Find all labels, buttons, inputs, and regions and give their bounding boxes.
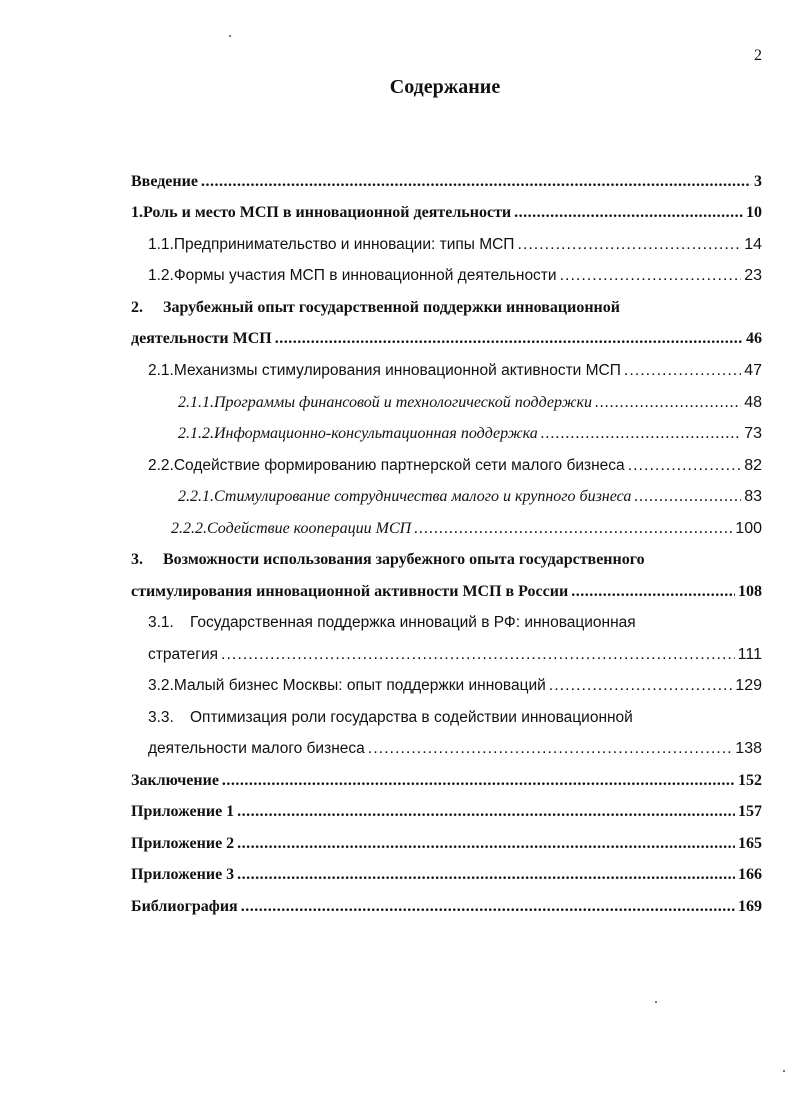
dot-leader bbox=[201, 173, 751, 191]
dot-leader bbox=[634, 488, 741, 506]
toc-entry-section-3-3-cont[interactable] bbox=[131, 732, 762, 758]
dot-leader bbox=[514, 204, 743, 222]
toc-entry-bibliography[interactable] bbox=[131, 890, 762, 916]
toc-entry-text: Введение bbox=[131, 173, 198, 190]
dot-leader bbox=[560, 267, 742, 285]
toc-entry-text: Малый бизнес Москвы: опыт поддержки инноваций bbox=[173, 677, 546, 694]
toc-entry-text: деятельности МСП bbox=[131, 330, 272, 347]
toc-entry-number: 1.2. bbox=[148, 267, 174, 284]
toc-page-number: 73 bbox=[744, 425, 762, 442]
toc-entry-chapter-1[interactable] bbox=[131, 196, 762, 222]
toc-entry-text: Информационно-консультационная поддержка bbox=[214, 425, 538, 442]
toc-entry-chapter-3-cont[interactable] bbox=[131, 575, 762, 601]
toc-entry-subsection-2-2-1[interactable] bbox=[131, 480, 762, 506]
toc-entry-appendix-2[interactable] bbox=[131, 827, 762, 853]
toc-entry-section-3-2[interactable] bbox=[131, 669, 762, 695]
dot-leader bbox=[237, 835, 735, 853]
toc-entry-text: Механизмы стимулирования инновационной активности МСП bbox=[173, 362, 621, 379]
toc-entry-text: Государственная поддержка инноваций в РФ: инновационная bbox=[190, 614, 636, 631]
toc-page-number: 83 bbox=[744, 488, 762, 505]
toc-entry-subsection-2-2-2[interactable] bbox=[131, 512, 762, 538]
toc-entry-chapter-2-cont[interactable] bbox=[131, 322, 762, 348]
dot-leader bbox=[541, 425, 742, 443]
toc-entry-section-1-1[interactable] bbox=[131, 228, 762, 254]
toc-entry-chapter-2[interactable] bbox=[131, 291, 762, 317]
toc-entry-section-3-1-cont[interactable] bbox=[131, 638, 762, 664]
toc-page-number: 47 bbox=[744, 362, 762, 379]
toc-entry-chapter-3[interactable] bbox=[131, 543, 762, 569]
dot-leader bbox=[595, 394, 741, 412]
toc-page-number: 166 bbox=[738, 866, 762, 883]
toc-entry-subsection-2-1-2[interactable] bbox=[131, 417, 762, 443]
toc-entry-number: 3. bbox=[131, 551, 143, 568]
toc-entry-section-3-3[interactable] bbox=[131, 701, 762, 727]
toc-page-number: 169 bbox=[738, 898, 762, 915]
dot-leader bbox=[368, 740, 733, 758]
dot-leader bbox=[237, 866, 735, 884]
dot-leader bbox=[414, 520, 732, 538]
dot-leader bbox=[275, 330, 743, 348]
toc-entry-text: Программы финансовой и технологической поддержки bbox=[214, 394, 592, 411]
toc-entry-text: Зарубежный опыт государственной поддержки инновационной bbox=[163, 299, 620, 316]
scan-speck bbox=[229, 35, 231, 37]
toc-page-number: 23 bbox=[744, 267, 762, 284]
toc-entry-number: 2.2.1. bbox=[178, 488, 214, 505]
toc-entry-text: Приложение 2 bbox=[131, 835, 235, 852]
toc-page-number: 3 bbox=[754, 173, 762, 190]
toc-entry-text: Возможности использования зарубежного опыта государственного bbox=[163, 551, 645, 568]
toc-page-number: 10 bbox=[746, 204, 762, 221]
toc-entry-text: Формы участия МСП в инновационной деятельности bbox=[173, 267, 557, 284]
toc-page-number: 108 bbox=[738, 583, 762, 600]
dot-leader bbox=[517, 236, 741, 254]
toc-entry-text: Стимулирование сотрудничества малого и крупного бизнеса bbox=[214, 488, 632, 505]
toc-page-number: 100 bbox=[735, 520, 762, 537]
toc-entry-text: Приложение 3 bbox=[131, 866, 235, 883]
toc-entry-introduction[interactable] bbox=[131, 165, 762, 191]
toc-page-number: 157 bbox=[738, 803, 762, 820]
toc-page-number: 14 bbox=[744, 236, 762, 253]
toc-entry-number: 2.2. bbox=[148, 457, 174, 474]
toc-page-number: 111 bbox=[737, 646, 762, 663]
page-number: 2 bbox=[754, 47, 762, 64]
toc-entry-section-3-1[interactable] bbox=[131, 606, 762, 632]
toc-entry-text: Оптимизация роли государства в содействии инновационной bbox=[190, 709, 633, 726]
toc-entry-number: 3.2. bbox=[148, 677, 174, 694]
toc-page-number: 82 bbox=[744, 457, 762, 474]
toc-entry-number: 2.2.2. bbox=[171, 520, 207, 537]
toc-entry-text: стимулирования инновационной активности МСП в России bbox=[131, 583, 569, 600]
toc-page-number: 46 bbox=[746, 330, 762, 347]
toc-entry-number: 2.1.1. bbox=[178, 394, 214, 411]
toc-entry-number: 3.1. bbox=[148, 614, 174, 631]
dot-leader bbox=[241, 898, 735, 916]
dot-leader bbox=[221, 646, 735, 664]
toc-entry-number: 1. bbox=[131, 204, 143, 221]
toc-page-number: 152 bbox=[738, 772, 762, 789]
toc-entry-text: стратегия bbox=[148, 646, 218, 663]
toc-entry-section-1-2[interactable] bbox=[131, 259, 762, 285]
toc-entry-text: Предпринимательство и инновации: типы МСП bbox=[173, 236, 515, 253]
toc-entry-subsection-2-1-1[interactable] bbox=[131, 386, 762, 412]
dot-leader bbox=[628, 457, 742, 475]
dot-leader bbox=[571, 583, 735, 601]
toc-entry-text: Роль и место МСП в инновационной деятельности bbox=[143, 204, 512, 221]
toc-entry-section-2-2[interactable] bbox=[131, 449, 762, 475]
toc-page-number: 129 bbox=[735, 677, 762, 694]
toc-entry-text: Заключение bbox=[131, 772, 219, 789]
toc-page-number: 165 bbox=[738, 835, 762, 852]
dot-leader bbox=[549, 677, 733, 695]
toc-entry-text: Библиография bbox=[131, 898, 238, 915]
toc-entry-number: 1.1. bbox=[148, 236, 174, 253]
toc-entry-text: Содействие формированию партнерской сети малого бизнеса bbox=[173, 457, 625, 474]
dot-leader bbox=[237, 803, 735, 821]
toc-entry-number: 3.3. bbox=[148, 709, 174, 726]
page-title: Содержание bbox=[389, 76, 501, 98]
toc-entry-number: 2.1.2. bbox=[178, 425, 214, 442]
toc-page-number: 48 bbox=[744, 394, 762, 411]
dot-leader bbox=[624, 362, 741, 380]
dot-leader bbox=[222, 772, 735, 790]
toc-page-number: 138 bbox=[735, 740, 762, 757]
toc-entry-appendix-1[interactable] bbox=[131, 795, 762, 821]
scan-speck bbox=[655, 1001, 657, 1003]
scan-speck bbox=[783, 1070, 785, 1072]
toc-entry-number: 2.1. bbox=[148, 362, 174, 379]
toc-entry-number: 2. bbox=[131, 299, 143, 316]
toc-entry-appendix-3[interactable] bbox=[131, 858, 762, 884]
toc-entry-conclusion[interactable] bbox=[131, 764, 762, 790]
toc-entry-text: деятельности малого бизнеса bbox=[148, 740, 365, 757]
toc-entry-text: Приложение 1 bbox=[131, 803, 235, 820]
toc-entry-text: Содействие кооперации МСП bbox=[207, 520, 412, 537]
toc-entry-section-2-1[interactable] bbox=[131, 354, 762, 380]
